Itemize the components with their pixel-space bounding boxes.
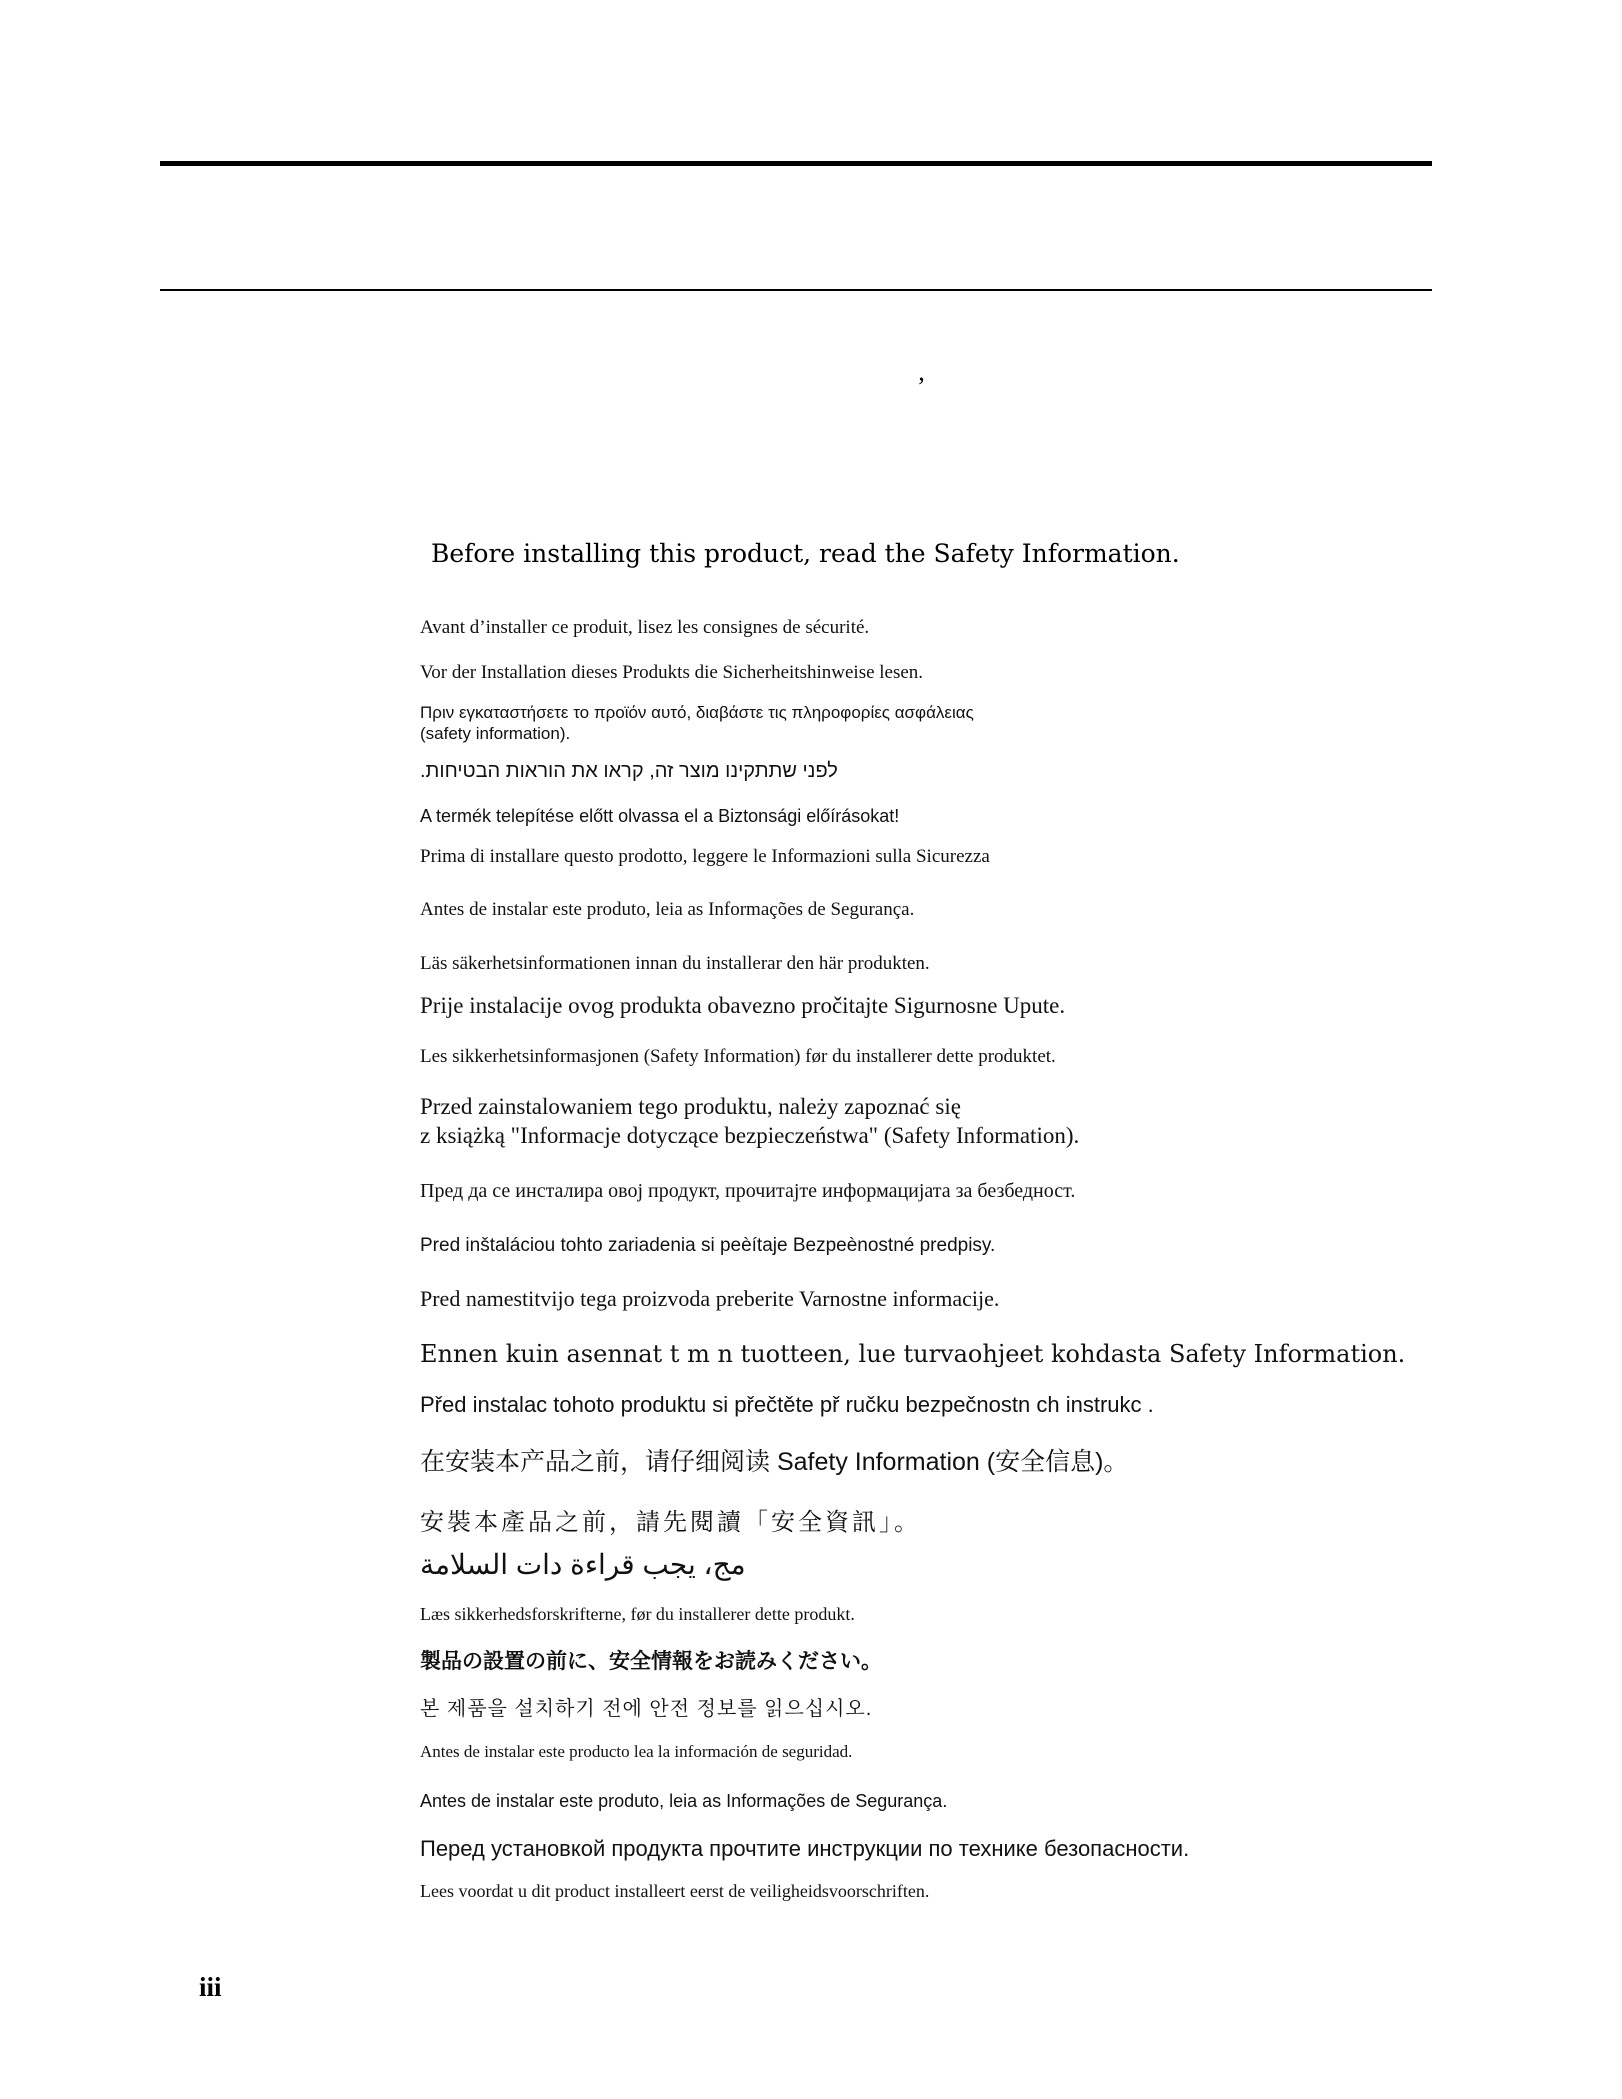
notice-norwegian: Les sikkerhetsinformasjonen (Safety Information) før du installerer dette produktet. <box>420 1046 1056 1067</box>
notice-hungarian: A termék telepítése előtt olvassa el a Biztonsági előírásokat! <box>420 806 900 826</box>
notice-russian: Перед установкой продукта прочтите инструкции по технике безопасности. <box>420 1836 1190 1861</box>
notice-macedonian: Пред да се инсталира овој продукт, прочитајте информацијата за безбедност. <box>420 1180 1076 1202</box>
notice-slovak: Pred inštaláciou tohto zariadenia si peèítaje Bezpeènostné predpisy. <box>420 1235 996 1256</box>
notice-german: Vor der Installation dieses Produkts die Sicherheitshinweise lesen. <box>420 662 924 683</box>
notice-swedish: Läs säkerhetsinformationen innan du installerar den här produkten. <box>420 953 930 974</box>
notice-polish-line1: Przed zainstalowaniem tego produktu, należy zapoznać się <box>420 1094 961 1119</box>
notice-korean: 본 제품을 설치하기 전에 안전 정보를 읽으십시오. <box>420 1698 873 1720</box>
notice-spanish: Antes de instalar este producto lea la información de seguridad. <box>420 1742 853 1761</box>
notice-japanese: 製品の設置の前に、安全情報をお読みください。 <box>420 1650 882 1673</box>
notice-chinese-traditional: 安裝本產品之前，請先閱讀「安全資訊」。 <box>420 1509 921 1536</box>
notice-portuguese-br: Antes de instalar este produto, leia as Informações de Segurança. <box>420 899 915 920</box>
notice-arabic: مج، يجب قراءة دات السلامة <box>420 1549 746 1580</box>
page-number: iii <box>199 1972 222 2002</box>
notice-greek-line1: Πριν εγκαταστήσετε το προϊόν αυτό, διαβάστε τις πληροφορίες ασφάλειας <box>420 703 974 722</box>
notice-greek-line2: (safety information). <box>420 724 571 743</box>
notice-italian: Prima di installare questo prodotto, leggere le Informazioni sulla Sicurezza <box>420 846 990 867</box>
header-mark: ’ <box>917 372 926 401</box>
notice-hebrew: לפני שתתקינו מוצר זה, קראו את הוראות הבטיחות. <box>420 760 838 782</box>
notice-finnish: Ennen kuin asennat t m n tuotteen, lue turvaohjeet kohdasta Safety Information. <box>420 1340 1406 1368</box>
notice-croatian: Prije instalacije ovog produkta obavezno pročitajte Sigurnosne Upute. <box>420 993 1066 1018</box>
notice-portuguese-pt: Antes de instalar este produto, leia as Informações de Segurança. <box>420 1791 948 1811</box>
notice-danish: Læs sikkerhedsforskrifterne, før du installerer dette produkt. <box>420 1604 855 1624</box>
notice-polish-line2: z książką "Informacje dotyczące bezpieczeństwa" (Safety Information). <box>420 1123 1080 1148</box>
notice-dutch: Lees voordat u dit product installeert eerst de veiligheidsvoorschriften. <box>420 1881 930 1901</box>
header-rule-thick <box>160 161 1432 166</box>
header-rule-thin <box>160 289 1432 291</box>
notice-french: Avant d’installer ce produit, lisez les consignes de sécurité. <box>420 617 870 638</box>
notice-slovenian: Pred namestitvijo tega proizvoda preberite Varnostne informacije. <box>420 1286 1000 1311</box>
lead-safety-notice: Before installing this product, read the Safety Information. <box>431 539 1180 568</box>
notice-czech: Před instalac tohoto produktu si přečtěte př ručku bezpečnostn ch instrukc . <box>420 1392 1154 1417</box>
notice-chinese-simplified: 在安装本产品之前，请仔细阅读 Safety Information (安全信息)。 <box>420 1448 1129 1476</box>
